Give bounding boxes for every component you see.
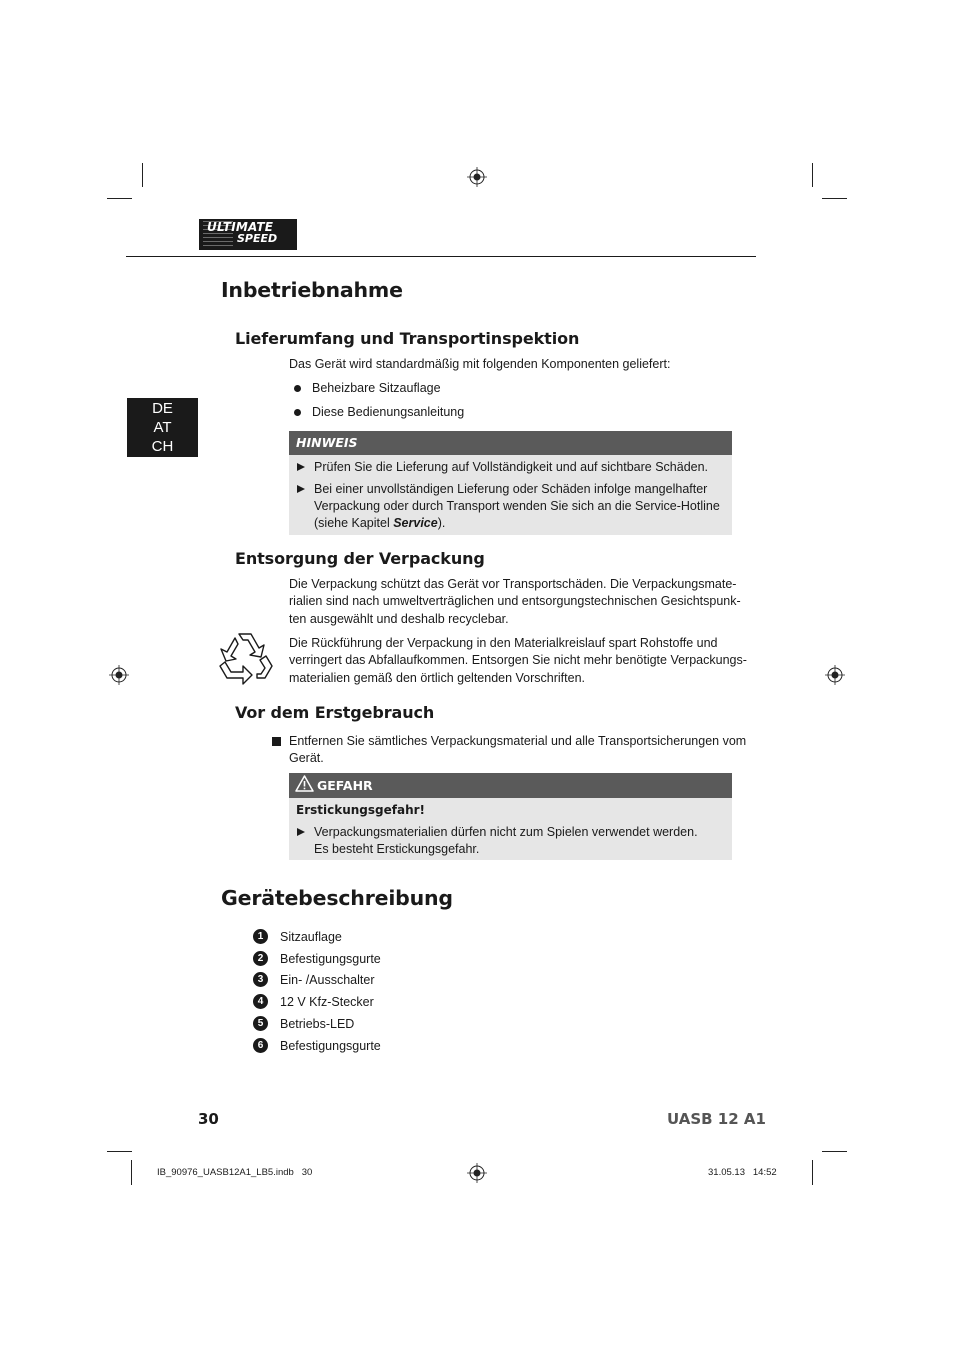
lang-at: AT [153, 419, 172, 436]
packaging-para2: verringert das Abfallaufkommen. Entsorgen Sie nicht mehr benötigte Verpackungs- [289, 653, 747, 667]
note-item-cont [314, 515, 445, 533]
arrow-bullet-icon [297, 485, 305, 493]
packaging-para1: rialien sind nach umweltverträglichen und entsorgungstechnischen Gesichtspunk- [289, 594, 741, 608]
logo-text-line2: SPEED [237, 232, 278, 245]
packaging-para2: materialien gemäß den örtlich geltenden Vorschriften. [289, 671, 585, 685]
delivery-item: Beheizbare Sitzauflage [312, 381, 441, 395]
part-label: Betriebs-LED [280, 1017, 355, 1031]
danger-line: Verpackungsmaterialien dürfen nicht zum Spielen verwendet werden. [314, 825, 698, 839]
step-square-icon [272, 737, 281, 746]
crop-mark [142, 163, 143, 187]
danger-header [289, 773, 732, 798]
part-label: 12 V Kfz-Stecker [280, 995, 374, 1009]
registration-mark-icon [825, 665, 845, 685]
note-header [289, 431, 732, 455]
subsection-title-entsorgung: Entsorgung der Verpackung [235, 549, 485, 568]
warning-triangle-icon [295, 775, 314, 792]
slug-date: 31.05.13 14:52 [708, 1167, 777, 1178]
lang-ch: CH [151, 438, 174, 455]
slug-file: IB_90976_UASB12A1_LB5.indb 30 [157, 1167, 313, 1178]
part-label: Sitzauflage [280, 930, 342, 944]
section-title-geraetebeschreibung: Gerätebeschreibung [221, 886, 453, 910]
recycling-icon [217, 630, 275, 686]
logo-text-line1: ULTIMATE [207, 220, 274, 234]
subsection-title-lieferumfang: Lieferumfang und Transportinspektion [235, 329, 580, 348]
danger-subtitle: Erstickungsgefahr! [296, 803, 425, 817]
note-item: Prüfen Sie die Lieferung auf Vollständigkeit und auf sichtbare Schäden. [314, 460, 709, 474]
danger-header-label: GEFAHR [317, 778, 373, 793]
registration-mark-icon [467, 167, 487, 187]
packaging-para1: Die Verpackung schützt das Gerät vor Transportschäden. Die Verpackungsmate- [289, 577, 737, 591]
crop-mark [822, 1151, 847, 1152]
crop-mark [822, 198, 847, 199]
part-number-badge: 4 [253, 994, 268, 1009]
part-number-badge: 3 [253, 972, 268, 987]
part-number-badge: 6 [253, 1038, 268, 1053]
packaging-para1: ten ausgewählt und deshalb recyclebar. [289, 612, 509, 626]
bullet [294, 409, 301, 416]
part-label: Befestigungsgurte [280, 952, 381, 966]
part-label: Befestigungsgurte [280, 1039, 381, 1053]
lang-de: DE [152, 400, 173, 417]
crop-mark [812, 1160, 813, 1185]
logo-stripes [203, 221, 233, 247]
part-number-badge: 5 [253, 1016, 268, 1031]
packaging-para2: Die Rückführung der Verpackung in den Materialkreislauf spart Rohstoffe und [289, 636, 718, 650]
first-use-step-cont: Gerät. [289, 751, 324, 765]
delivery-intro: Das Gerät wird standardmäßig mit folgenden Komponenten geliefert: [289, 357, 671, 371]
subsection-title-erstgebrauch: Vor dem Erstgebrauch [235, 703, 435, 722]
part-number-badge: 1 [253, 929, 268, 944]
note-text: ). [437, 516, 446, 530]
crop-mark [131, 1160, 132, 1185]
first-use-step: Entfernen Sie sämtliches Verpackungsmaterial und alle Transportsicherungen vom [289, 734, 747, 748]
bullet [294, 385, 301, 392]
crop-mark [107, 198, 132, 199]
note-item-cont: Verpackung oder durch Transport wenden Sie sich an die Service-Hotline [314, 499, 720, 513]
language-tab [127, 398, 198, 457]
note-item: Bei einer unvollständigen Lieferung oder Schäden infolge mangelhafter [314, 482, 708, 496]
registration-mark-icon [467, 1163, 487, 1183]
delivery-item: Diese Bedienungsanleitung [312, 405, 465, 419]
section-title-inbetriebnahme: Inbetriebnahme [221, 278, 403, 302]
danger-line: Es besteht Erstickungsgefahr. [314, 842, 480, 856]
service-ref: Service [393, 516, 438, 530]
header-divider [126, 256, 756, 257]
note-header-label: HINWEIS [296, 435, 358, 450]
model-number: UASB 12 A1 [667, 1110, 766, 1128]
part-label: Ein- /Ausschalter [280, 973, 375, 987]
note-text: (siehe Kapitel [314, 516, 394, 530]
brand-logo [199, 219, 297, 250]
part-number-badge: 2 [253, 951, 268, 966]
crop-mark [107, 1151, 132, 1152]
registration-mark-icon [109, 665, 129, 685]
arrow-bullet-icon [297, 828, 305, 836]
page-number: 30 [198, 1110, 219, 1128]
crop-mark [812, 163, 813, 187]
arrow-bullet-icon [297, 463, 305, 471]
